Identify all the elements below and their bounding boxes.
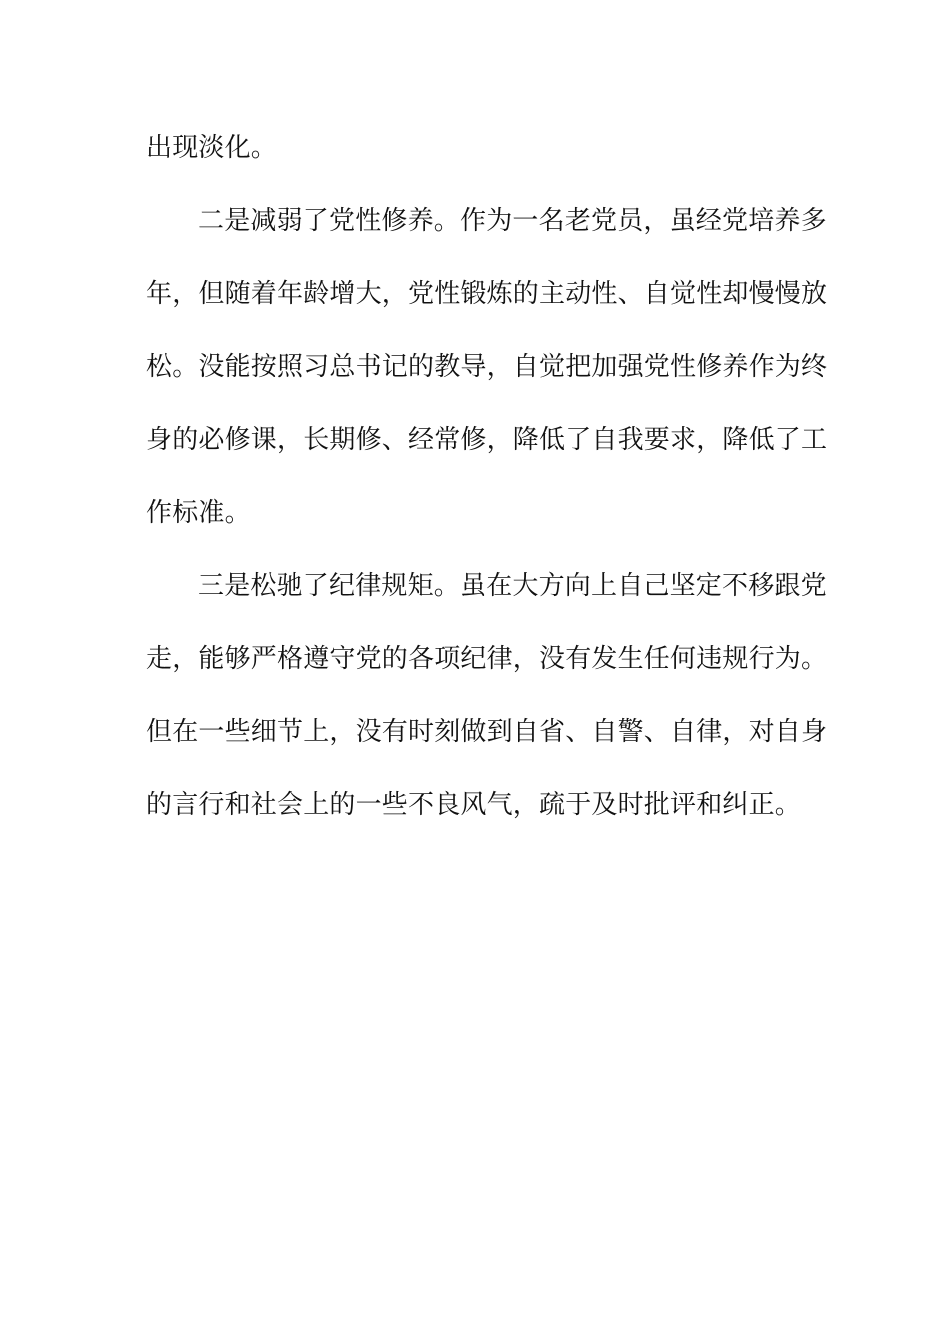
paragraph-2-line-3: 松。没能按照习总书记的教导，自觉把加强党性修养作为终 xyxy=(146,352,828,382)
paragraph-1-line-1: 出现淡化。 xyxy=(146,133,278,163)
paragraph-3-line-2: 走，能够严格遵守党的各项纪律，没有发生任何违规行为。 xyxy=(146,644,828,674)
paragraph-3-line-1: 三是松驰了纪律规矩。虽在大方向上自己坚定不移跟党 xyxy=(198,571,827,601)
paragraph-2-line-5: 作标准。 xyxy=(146,498,251,528)
document-body xyxy=(146,112,828,842)
paragraph-2-line-2: 年，但随着年龄增大，党性锻炼的主动性、自觉性却慢慢放 xyxy=(146,279,828,309)
paragraph-2-line-4: 身的必修课，长期修、经常修，降低了自我要求，降低了工 xyxy=(146,425,828,455)
paragraph-3-line-3: 但在一些细节上，没有时刻做到自省、自警、自律，对自身 xyxy=(146,717,828,747)
paragraph-2-line-1: 二是减弱了党性修养。作为一名老党员，虽经党培养多 xyxy=(198,206,827,236)
paragraph-3-line-4: 的言行和社会上的一些不良风气，疏于及时批评和纠正。 xyxy=(146,790,802,820)
